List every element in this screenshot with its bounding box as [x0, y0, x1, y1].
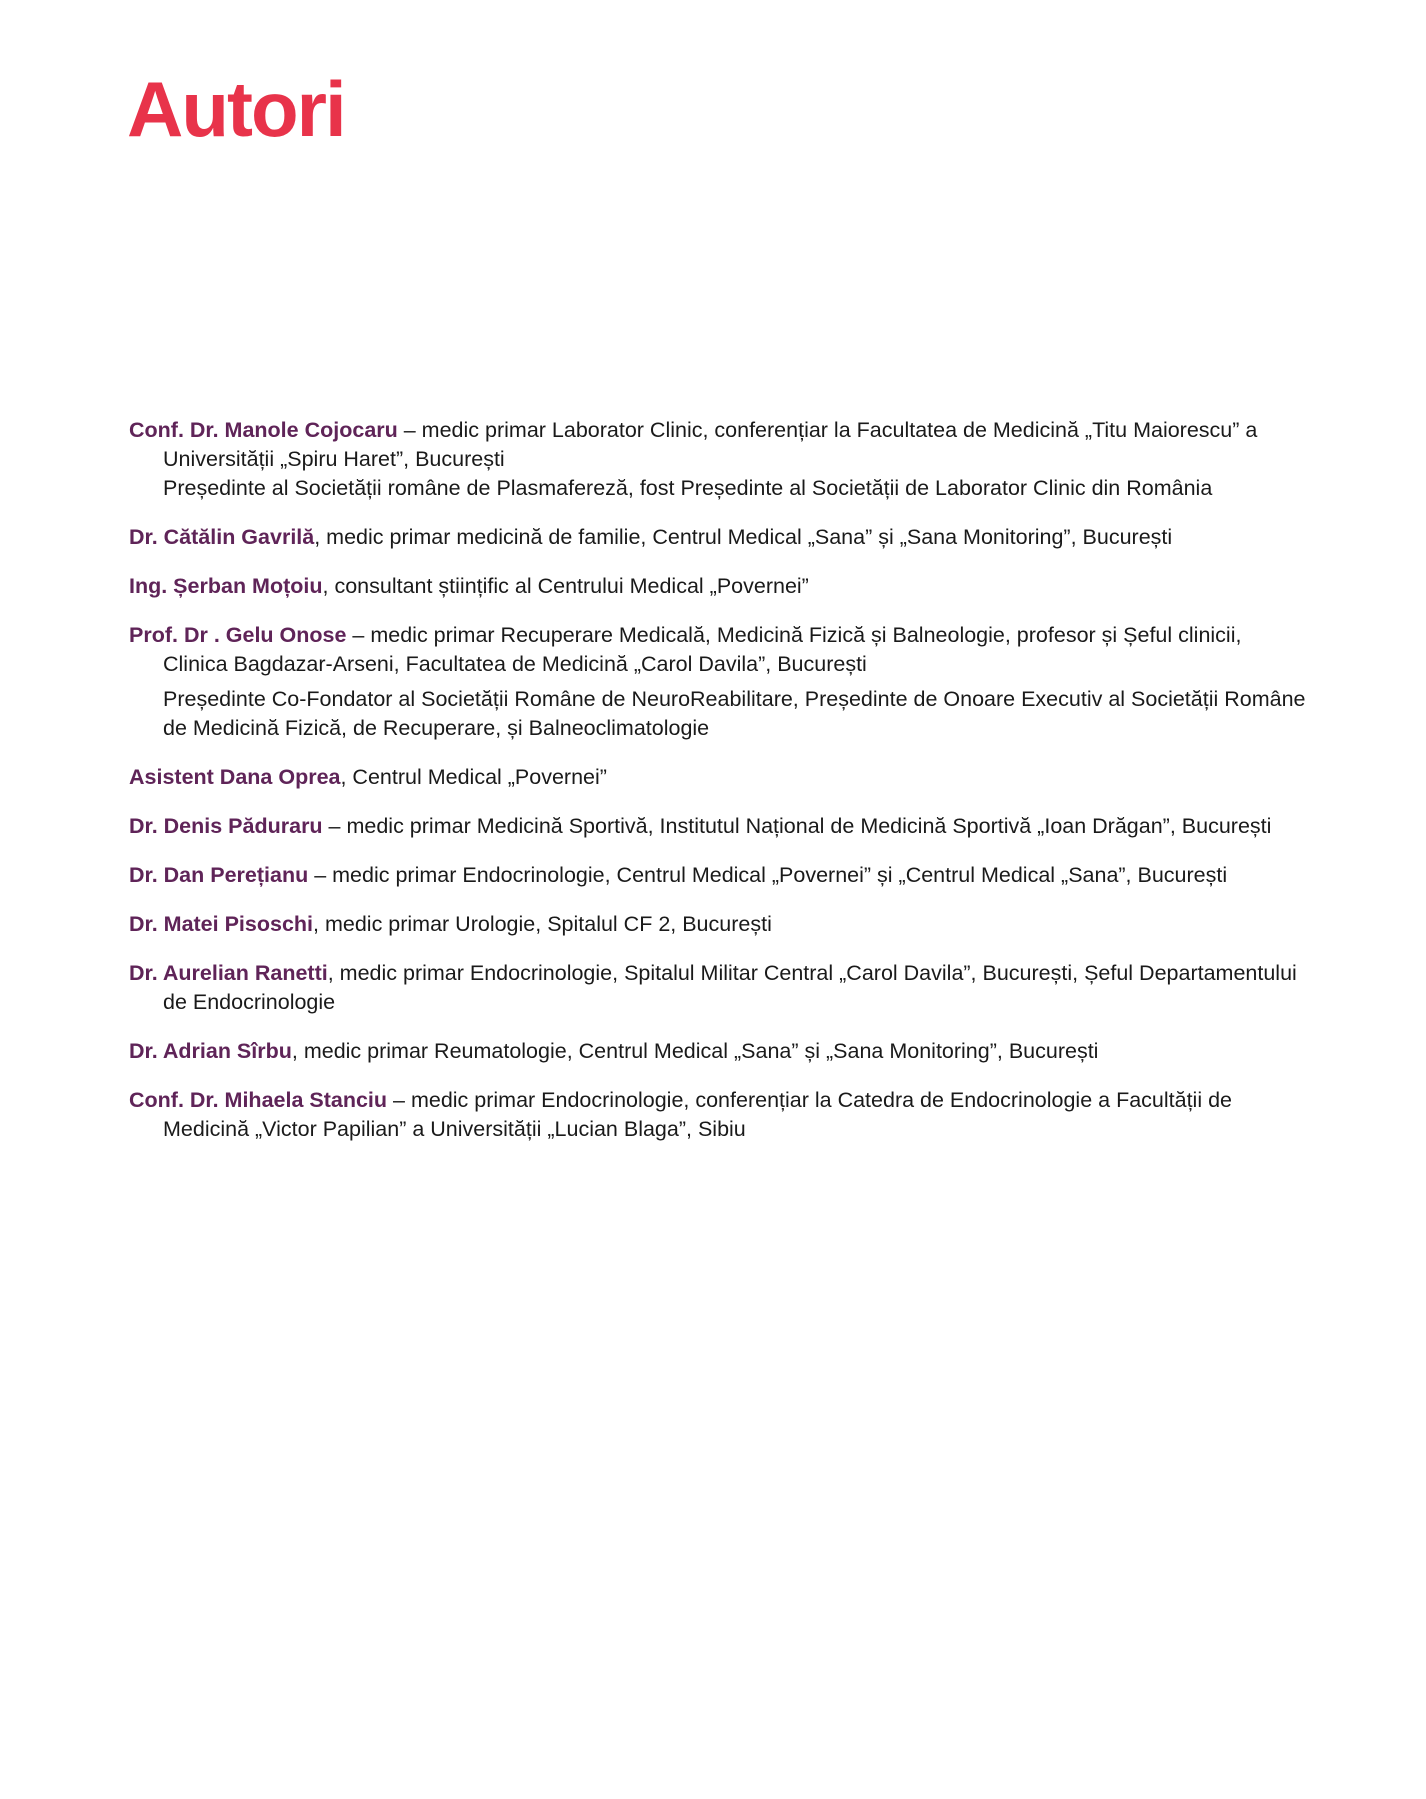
author-line: [129, 621, 1309, 679]
page-title: Autori: [127, 65, 345, 153]
author-line: [129, 1086, 1309, 1144]
author-line: [129, 572, 1309, 601]
author-line: [129, 861, 1309, 890]
author-name: Prof. Dr . Gelu Onose: [129, 623, 347, 647]
author-name: Dr. Denis Păduraru: [129, 814, 323, 838]
author-line: [129, 1037, 1309, 1066]
author-line: [129, 812, 1309, 841]
author-entry: [129, 812, 1309, 841]
author-name: Conf. Dr. Manole Cojocaru: [129, 418, 398, 442]
author-name: Ing. Șerban Moțoiu: [129, 574, 323, 598]
author-list: [129, 416, 1309, 1164]
author-description: – medic primar Endocrinologie, conferențiar la Catedra de Endocrinologie a Facultății de Medicină „Victor Papilian” a Universității „Lucian Blaga”, Sibiu: [163, 1088, 1232, 1141]
author-description: – medic primar Endocrinologie, Centrul Medical „Povernei” și „Centrul Medical „Sana”, București: [308, 863, 1228, 887]
author-name: Dr. Aurelian Ranetti: [129, 961, 328, 985]
author-entry: [129, 572, 1309, 601]
author-line: [129, 763, 1309, 792]
author-description: , medic primar Urologie, Spitalul CF 2, București: [313, 912, 772, 936]
author-line: [129, 910, 1309, 939]
author-description: – medic primar Laborator Clinic, conferențiar la Facultatea de Medicină „Titu Maiorescu” a Universității „Spiru Haret”, București: [163, 418, 1258, 471]
author-line: [129, 416, 1309, 474]
author-extra: Președinte Co-Fondator al Societății Române de NeuroReabilitare, Președinte de Onoare Executiv al Societății Române de Medicină Fizică, de Recuperare, și Balneoclimatologie: [163, 687, 1306, 740]
author-description: – medic primar Medicină Sportivă, Institutul Național de Medicină Sportivă „Ioan Drăgan”, București: [322, 814, 1272, 838]
author-entry: [129, 416, 1309, 503]
author-entry: [129, 621, 1309, 743]
author-name: Dr. Dan Perețianu: [129, 863, 309, 887]
author-name: Conf. Dr. Mihaela Stanciu: [129, 1088, 388, 1112]
author-description: , Centrul Medical „Povernei”: [340, 765, 607, 789]
author-description: , medic primar Endocrinologie, Spitalul Militar Central „Carol Davila”, București, Șeful Departamentului de Endocrinologie: [163, 961, 1297, 1014]
author-entry: [129, 861, 1309, 890]
author-name: Dr. Matei Pisoschi: [129, 912, 314, 936]
author-entry: [129, 959, 1309, 1017]
author-name: Dr. Adrian Sîrbu: [129, 1039, 292, 1063]
author-entry: [129, 1037, 1309, 1066]
author-extra: Președinte al Societății române de Plasmafereză, fost Președinte al Societății de Laborator Clinic din România: [163, 476, 1213, 500]
author-entry: [129, 523, 1309, 552]
author-entry: [129, 1086, 1309, 1144]
author-line: [129, 959, 1309, 1017]
author-name: Asistent Dana Oprea: [129, 765, 341, 789]
author-name: Dr. Cătălin Gavrilă: [129, 525, 315, 549]
author-line: [129, 523, 1309, 552]
author-description: , consultant științific al Centrului Medical „Povernei”: [322, 574, 809, 598]
author-description: , medic primar Reumatologie, Centrul Medical „Sana” și „Sana Monitoring”, București: [291, 1039, 1099, 1063]
author-description: , medic primar medicină de familie, Centrul Medical „Sana” și „Sana Monitoring”, București: [314, 525, 1173, 549]
author-entry: [129, 910, 1309, 939]
author-entry: [129, 763, 1309, 792]
author-description: – medic primar Recuperare Medicală, Medicină Fizică și Balneologie, profesor și Șeful clinicii, Clinica Bagdazar-Arseni, Facultatea de Medicină „Carol Davila”, București: [163, 623, 1242, 676]
